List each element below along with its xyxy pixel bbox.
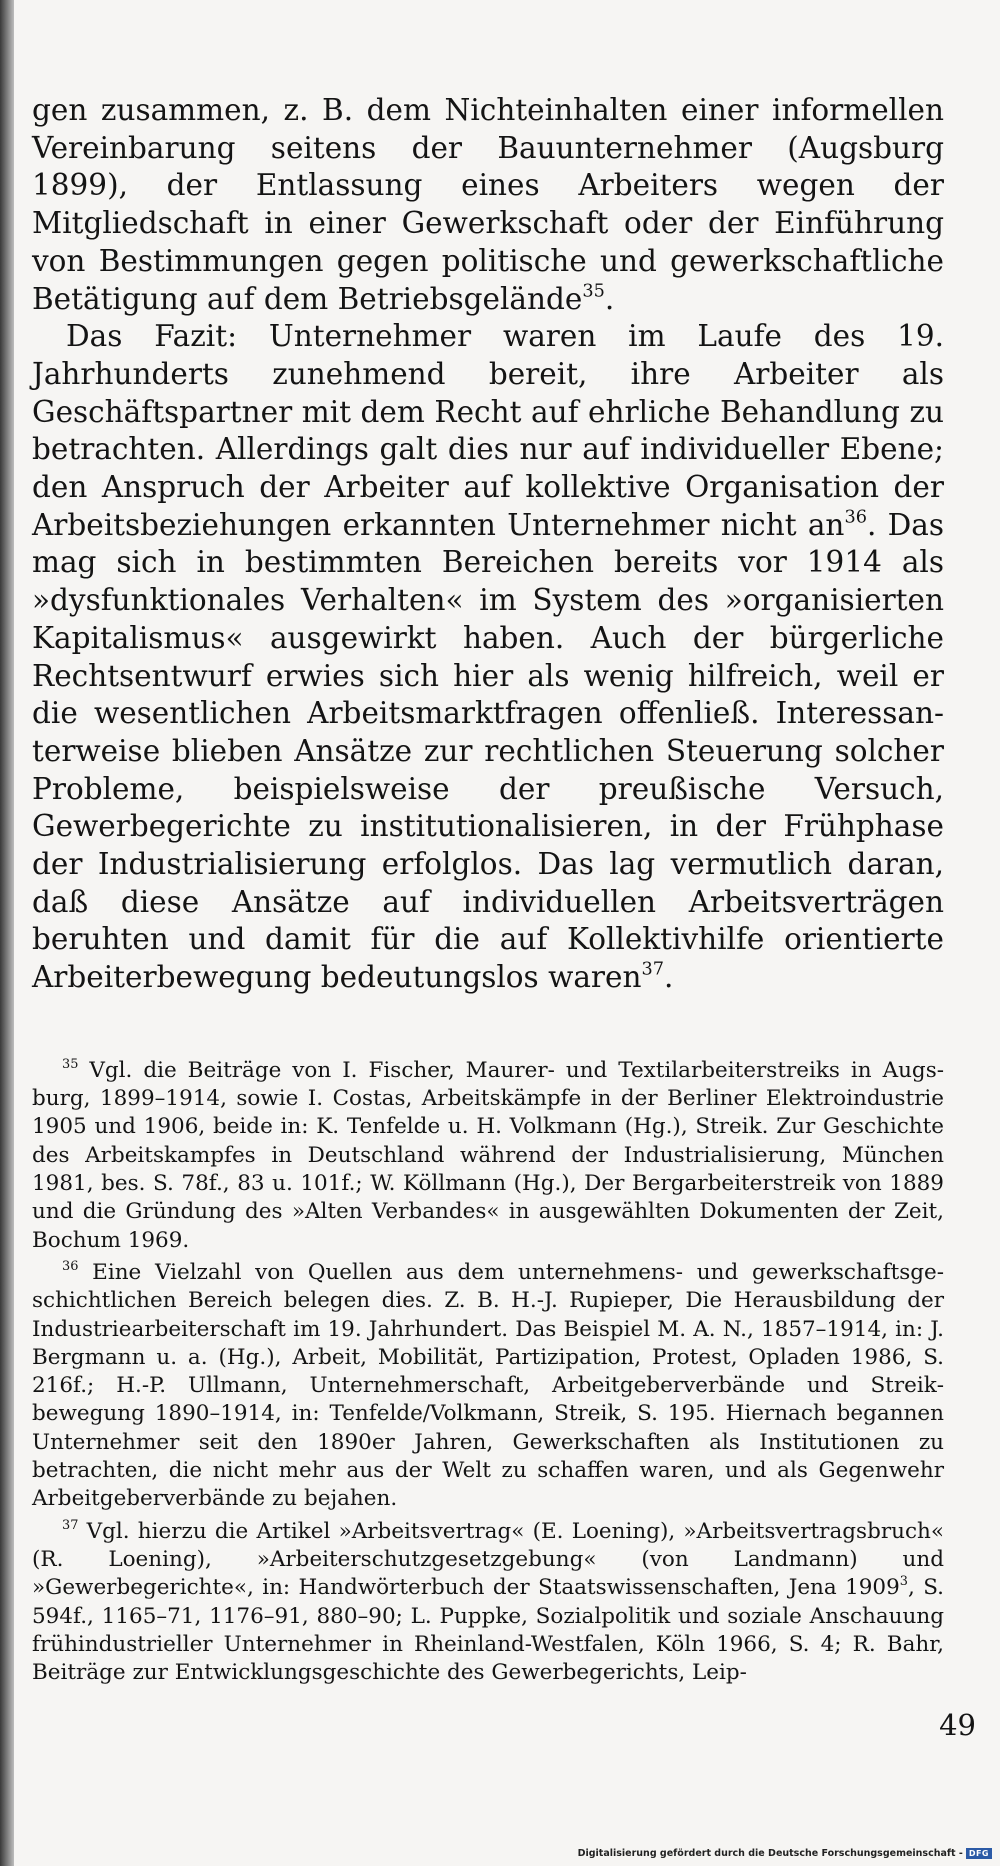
digitization-credit <box>578 1848 992 1859</box>
book-page <box>32 92 944 1691</box>
footnote-ref-37[interactable]: 37 <box>641 959 664 980</box>
footnotes <box>32 1057 944 1688</box>
footnote-ref-36[interactable]: 36 <box>844 507 867 528</box>
page-number: 49 <box>939 1708 976 1742</box>
dfg-logo-icon: DFG <box>966 1848 992 1859</box>
footnote-37: $^{37}$ Vgl. hierzu die Artikel »Arbeitsvertrag« (E. Loening), »Arbeitsvertragsbruch« (R. Loening), »Arbeiterschutzgesetzgebung« (von Landmann) und »Gewerbegerichte«, in: Handwörterbuch der Staatswissenschaften, Jena 1909$^3$, S. 594f., 1165–71, 1176–91, 880–90; L. Puppke, Sozialpolitik und soziale Anschauung frühindustrieller Unternehmer in Rheinland-Westfalen, Köln 1966, S. 4; R. Bahr, Beiträge zur Entwicklungsgeschichte des Gewerbegerichts, Leip- <box>32 1517 945 1686</box>
paragraph-2: Das Fazit: Unternehmer waren im Laufe des 19. Jahrhunderts zunehmend bereit, ihre Arbeiter als Geschäftspartner mit dem Recht auf ehrliche Behandlung zu betrachten. Allerdings galt dies nur auf individueller Ebene; den Anspruch der Arbeiter auf kollektive Organisation der Arbeitsbeziehungen erkannten Unternehmer nicht $an^{36}$. Das mag sich in bestimmten Bereichen bereits vor 1914 als »dysfunktionales Verhalten« im System des »organisierten Kapitalismus« ausgewirkt haben. Auch der bürgerliche Rechtsentwurf erwies sich hier als wenig hilfreich, weil er die wesentlichen Arbeitsmarktfragen offenließ. Interessanterweise blieben Ansätze zur rechtlichen Steuerung solcher Probleme, beispielsweise der preußische Versuch, Gewerbegerichte zu institutionalisieren, in der Frühphase der Industrialisierung erfolglos. Das lag vermutlich daran, daß diese Ansätze auf individuellen Arbeitsverträgen beruhten und damit für die auf Kollektivhilfe orientierte Arbeiterbewegung bedeutungslos waren$^{37}$. <box>32 319 944 995</box>
footnote-number: 37 <box>62 1517 79 1533</box>
footnote-35: $^{35}$ Vgl. die Beiträge von I. Fischer, Maurer- und Textilarbeiterstreiks in Augsburg, 1899–1914, sowie I. Costas, Arbeitskämpfe in der Berliner Elektroindustrie 1905 und 1906, beide in: K. Tenfelde u. H. Volkmann (Hg.), Streik. Zur Geschichte des Arbeitskampfes in Deutschland während der Industrialisierung, München 1981, bes. S. 78f., 83 u. 101f.; W. Köllmann (Hg.), Der Bergarbeiterstreik von 1889 und die Gründung des »Alten Verbandes« in ausgewählten Dokumenten der Zeit, Bochum 1969. <box>32 1056 944 1253</box>
footnote-36: $^{36}$ Eine Vielzahl von Quellen aus dem unternehmens- und gewerkschaftsgeschichtlichen Bereich belegen dies. Z. B. H.-J. Rupieper, Die Herausbildung der Industriearbeiterschaft im 19. Jahrhundert. Das Beispiel M. A. N., 1857–1914, in: J. Bergmann u. a. (Hg.), Arbeit, Mobilität, Partizipation, Protest, Opladen 1986, S. 216f.; H.-P. Ullmann, Unternehmerschaft, Arbeitgeberverbände und Streikbewegung 1890–1914, in: Tenfelde/Volkmann, Streik, S. 195. Hiernach begannen Unternehmer seit den 1890er Jahren, Gewerkschaften als Institutionen zu betrachten, die nicht mehr aus der Welt zu schaffen waren, und als Gegenwehr Arbeitgeberverbände zu bejahen. <box>32 1258 944 1512</box>
edition-superscript: 3 <box>899 1574 908 1590</box>
footnote-number: 35 <box>62 1056 79 1072</box>
book-gutter-shadow <box>0 0 14 1866</box>
credit-text: Digitalisierung gefördert durch die Deutsche Forschungsgemeinschaft - <box>577 1848 963 1859</box>
main-text <box>32 92 944 997</box>
paragraph-1: gen zusammen, z. B. dem Nichteinhalten einer informellen Vereinbarung seitens der Bauunternehmer (Augsburg 1899), der Entlassung eines Arbeiters wegen der Mitgliedschaft in einer Gewerkschaft oder der Einführung von Bestimmungen gegen politische und gewerkschaftliche Betätigung auf dem Betriebsgelände$^{35}$. <box>32 93 944 316</box>
footnote-ref-35[interactable]: 35 <box>582 281 605 302</box>
footnote-number: 36 <box>62 1258 79 1274</box>
